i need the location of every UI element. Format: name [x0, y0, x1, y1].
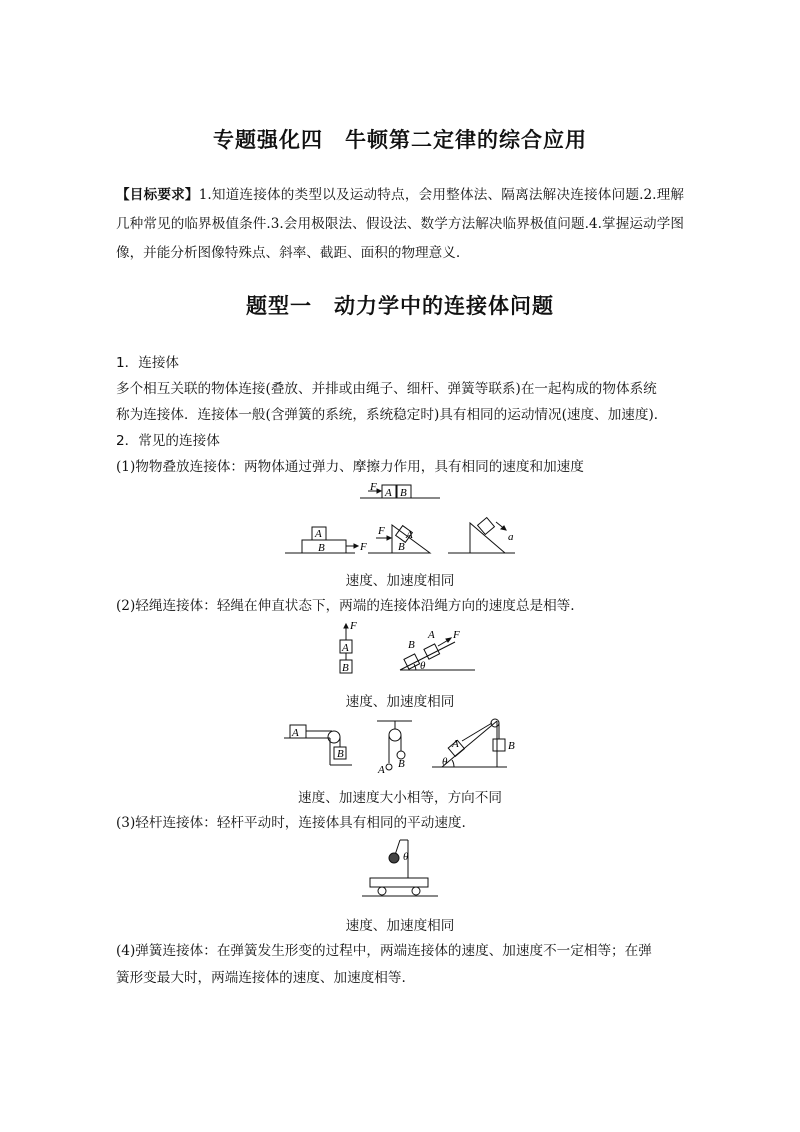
svg-text:θ: θ [442, 756, 448, 768]
page-title: 专题强化四 牛顿第二定律的综合应用 [213, 128, 587, 152]
definition-line-1: 多个相互关联的物体连接(叠放、并排或由绳子、细杆、弹簧等联系)在一起构成的物体系统 [116, 381, 657, 397]
goals-paragraph [116, 181, 684, 268]
type-stacked: (1)物物叠放连接体：两物体通过弹力、摩擦力作用，具有相同的速度和加速度 [116, 459, 584, 475]
svg-text:A: A [378, 764, 385, 776]
svg-text:B: B [398, 541, 405, 553]
caption-rod: 速度、加速度相同 [345, 918, 455, 934]
svg-text:F: F [360, 541, 367, 553]
type-spring-line-2: 簧形变最大时，两端连接体的速度、加速度相等. [116, 970, 406, 986]
figure-stacked-blocks [280, 478, 540, 558]
svg-text:B: B [408, 639, 415, 651]
section-title: 题型一 动力学中的连接体问题 [246, 294, 554, 318]
goals-text: 1.知道连接体的类型以及运动特点，会用整体法、隔离法解决连接体问题.2.理解几种常见的临界极值条件.3.会用极限法、假设法、数学方法解决临界极值问题.4.掌握运动学图像，并能分析图像特殊点、斜率、截距、面积的物理意义. [116, 187, 684, 261]
caption-stacked: 速度、加速度相同 [345, 573, 455, 589]
svg-text:B: B [398, 758, 405, 770]
svg-text:B: B [508, 740, 515, 752]
caption-rope: 速度、加速度相同 [345, 694, 455, 710]
heading-common-types: 2．常见的连接体 [116, 433, 220, 449]
goals-label: 【目标要求】 [116, 187, 199, 203]
svg-text:B: B [337, 748, 344, 760]
svg-text:A: A [315, 528, 322, 540]
svg-text:F: F [453, 629, 460, 641]
svg-text:F: F [350, 620, 357, 632]
svg-text:B: B [342, 662, 349, 674]
label-A: A [385, 487, 392, 499]
svg-text:A: A [342, 642, 349, 654]
svg-text:F: F [378, 525, 385, 537]
type-rope: (2)轻绳连接体：轻绳在伸直状态下，两端的连接体沿绳方向的速度总是相等. [116, 598, 575, 614]
svg-text:B: B [318, 542, 325, 554]
type-rod: (3)轻杆连接体：轻杆平动时，连接体具有相同的平动速度. [116, 815, 466, 831]
svg-text:A: A [406, 529, 413, 541]
label-F: F [370, 481, 377, 493]
figure-pulley-systems [282, 715, 522, 777]
figure-rope-pull [330, 618, 480, 680]
label-acceleration: a [508, 531, 514, 543]
definition-line-2: 称为连接体．连接体一般(含弹簧的系统，系统稳定时)具有相同的运动情况(速度、加速度)． [116, 407, 668, 423]
caption-pulley: 速度、加速度大小相等，方向不同 [298, 790, 502, 806]
heading-connected-body: 1．连接体 [116, 355, 180, 371]
svg-text:A: A [452, 738, 459, 750]
label-B: B [400, 487, 407, 499]
type-spring-line-1: (4)弹簧连接体：在弹簧发生形变的过程中，两端连接体的速度、加速度不一定相等；在弹 [116, 943, 652, 959]
label-theta: θ [420, 660, 426, 672]
svg-text:θ: θ [403, 851, 409, 863]
svg-text:A: A [292, 727, 299, 739]
svg-text:A: A [428, 629, 435, 641]
figure-rod-cart [360, 836, 440, 898]
